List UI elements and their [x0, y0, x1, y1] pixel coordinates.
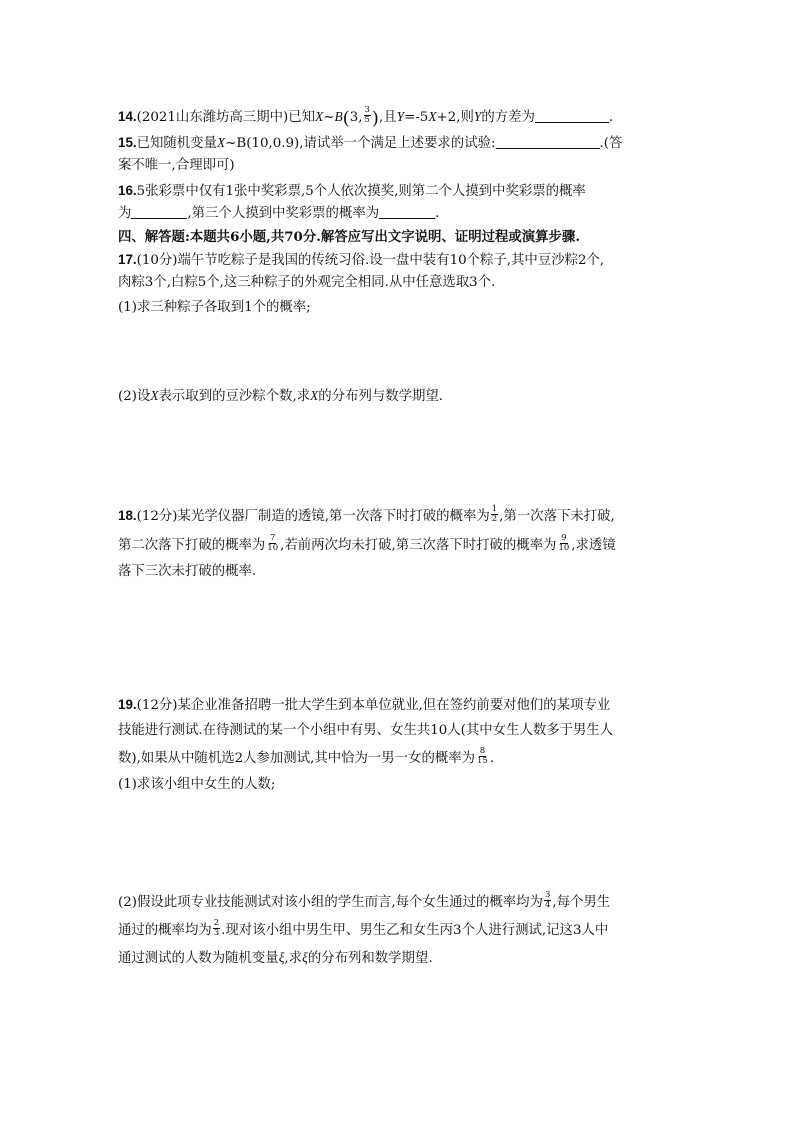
- tilde-symbol: ~: [323, 110, 335, 125]
- text: .: [489, 751, 495, 766]
- answer-blank-2[interactable]: [379, 205, 435, 219]
- question-16-line2: [118, 205, 678, 223]
- variable-xi: ξ: [302, 950, 308, 965]
- question-17-part2: [118, 387, 678, 406]
- fraction-7-10: $\frac{7}{10}$: [267, 533, 279, 553]
- question-text: (10分)端午节吃粽子是我国的传统习俗.设一盘中装有10个粽子,其中豆沙粽2个,: [136, 253, 605, 268]
- question-17-part1: (1)求三种粽子各取到1个的概率;: [118, 300, 311, 315]
- text: +2,则: [436, 110, 474, 125]
- variable-x: X: [150, 388, 159, 403]
- variable-x: X: [428, 109, 437, 124]
- text: 的分布列与数学期望.: [318, 389, 444, 404]
- answer-blank-1[interactable]: [131, 205, 187, 219]
- question-15: [118, 134, 678, 153]
- question-text: (12分)某企业准备招聘一批大学生到本单位就业,但在签约前要对他们的某项专业: [136, 698, 611, 713]
- question-number: 14.: [118, 109, 137, 124]
- question-18: [118, 504, 678, 526]
- fraction-2-3: $\frac{2}{3}$: [213, 918, 220, 938]
- question-19-part2-line2: [118, 918, 678, 940]
- text: =-5: [404, 110, 429, 125]
- question-17: [118, 251, 678, 270]
- question-19-part1: (1)求该小组中女生的人数;: [118, 777, 276, 792]
- question-text: (12分)某光学仪器厂制造的透镜,第一次落下时打破的概率为: [136, 509, 490, 524]
- text: ,每个男生: [552, 895, 611, 910]
- text: 通过测试的人数为随机变量: [118, 951, 279, 966]
- text: .: [435, 206, 440, 221]
- text: .: [608, 110, 614, 125]
- question-text: 5张彩票中仅有1张中奖彩票,5个人依次摸奖,则第二个人摸到中奖彩票的概率: [136, 184, 586, 199]
- question-19-part2-line3: [118, 949, 678, 968]
- question-number: 18.: [118, 508, 137, 523]
- question-19-line3: [118, 746, 678, 768]
- variable-x: X: [310, 388, 319, 403]
- text: (2)假设此项专业技能测试对该小组的学生而言,每个女生通过的概率均为: [118, 895, 543, 910]
- text: 通过的概率均为: [118, 923, 212, 938]
- text: (2)设: [118, 389, 151, 404]
- section-heading: 四、解答题:本题共6小题,共70分.解答应写出文字说明、证明过程或演算步骤.: [118, 229, 580, 245]
- variable-b: B: [334, 109, 343, 124]
- fraction-1-2: $\frac{1}{2}$: [491, 504, 498, 524]
- answer-blank[interactable]: [496, 135, 600, 149]
- question-15-line2: 案不唯一,合理即可): [118, 158, 235, 173]
- text: .现对该小组中男生甲、男生乙和女生丙3个人进行测试,记这3人中: [221, 923, 609, 938]
- text: 数),如果从中随机选2人参加测试,其中恰为一男一女的概率为: [118, 751, 476, 766]
- question-number: 19.: [118, 697, 137, 712]
- text: ,第一次落下未打破,: [499, 509, 615, 524]
- question-19-line2: 技能进行测试.在待测试的某一个小组中有男、女生共10人(其中女生人数多于男生人: [118, 723, 614, 738]
- variable-x: X: [216, 135, 226, 150]
- text: 为: [118, 206, 132, 221]
- text: 的分布列和数学期望.: [307, 951, 433, 966]
- question-17-line2: 肉粽3个,白粽5个,这三种粽子的外观完全相同.从中任意选取3个.: [118, 275, 496, 290]
- fraction-9-10: $\frac{9}{10}$: [558, 533, 570, 553]
- text: 表示取到的豆沙粽个数,求: [158, 389, 311, 404]
- text: ,若前两次均未打破,第三次落下时打破的概率为: [280, 538, 557, 553]
- question-number: 16.: [118, 183, 137, 198]
- question-number: 17.: [118, 252, 137, 267]
- question-18-line3: 落下三次未打破的概率.: [118, 564, 257, 579]
- question-text: 已知随机变量: [136, 136, 217, 151]
- text: 的方差为: [481, 110, 535, 125]
- variable-xi: ξ: [278, 950, 285, 965]
- text: 第二次落下打破的概率为: [118, 538, 266, 553]
- text: ,求透镜: [571, 538, 616, 553]
- fraction-8-15: $\frac{8}{15}$: [477, 746, 488, 766]
- question-number: 15.: [118, 135, 137, 150]
- question-19: [118, 696, 678, 715]
- text: (10,0.9),请试举一个满足上述要求的试验:: [246, 136, 496, 151]
- text: ,第三个人摸到中奖彩票的概率为: [187, 206, 380, 221]
- fraction-3-4: $\frac{3}{4}$: [544, 890, 551, 910]
- variable-y: Y: [396, 109, 405, 124]
- text: ,且: [378, 110, 397, 125]
- text: ,求: [284, 951, 303, 966]
- variable-y: Y: [473, 109, 482, 124]
- question-18-line2: [118, 533, 678, 555]
- question-text: (2021山东潍坊高三期中)已知: [136, 110, 316, 125]
- text: ~B: [225, 136, 247, 151]
- param-n: 3: [349, 110, 359, 125]
- question-14: 14.(2021山东潍坊高三期中)已知X~B(3, $\frac{3}{5}$ ),且Y=-5X+2,则Y的方差为 .: [118, 105, 614, 129]
- answer-blank[interactable]: [535, 109, 609, 123]
- text: .(答: [599, 136, 623, 151]
- variable-x: X: [315, 109, 324, 124]
- question-19-part2: [118, 890, 678, 912]
- fraction-3-5: $\frac{3}{5}$: [364, 105, 370, 125]
- question-16: [118, 182, 678, 201]
